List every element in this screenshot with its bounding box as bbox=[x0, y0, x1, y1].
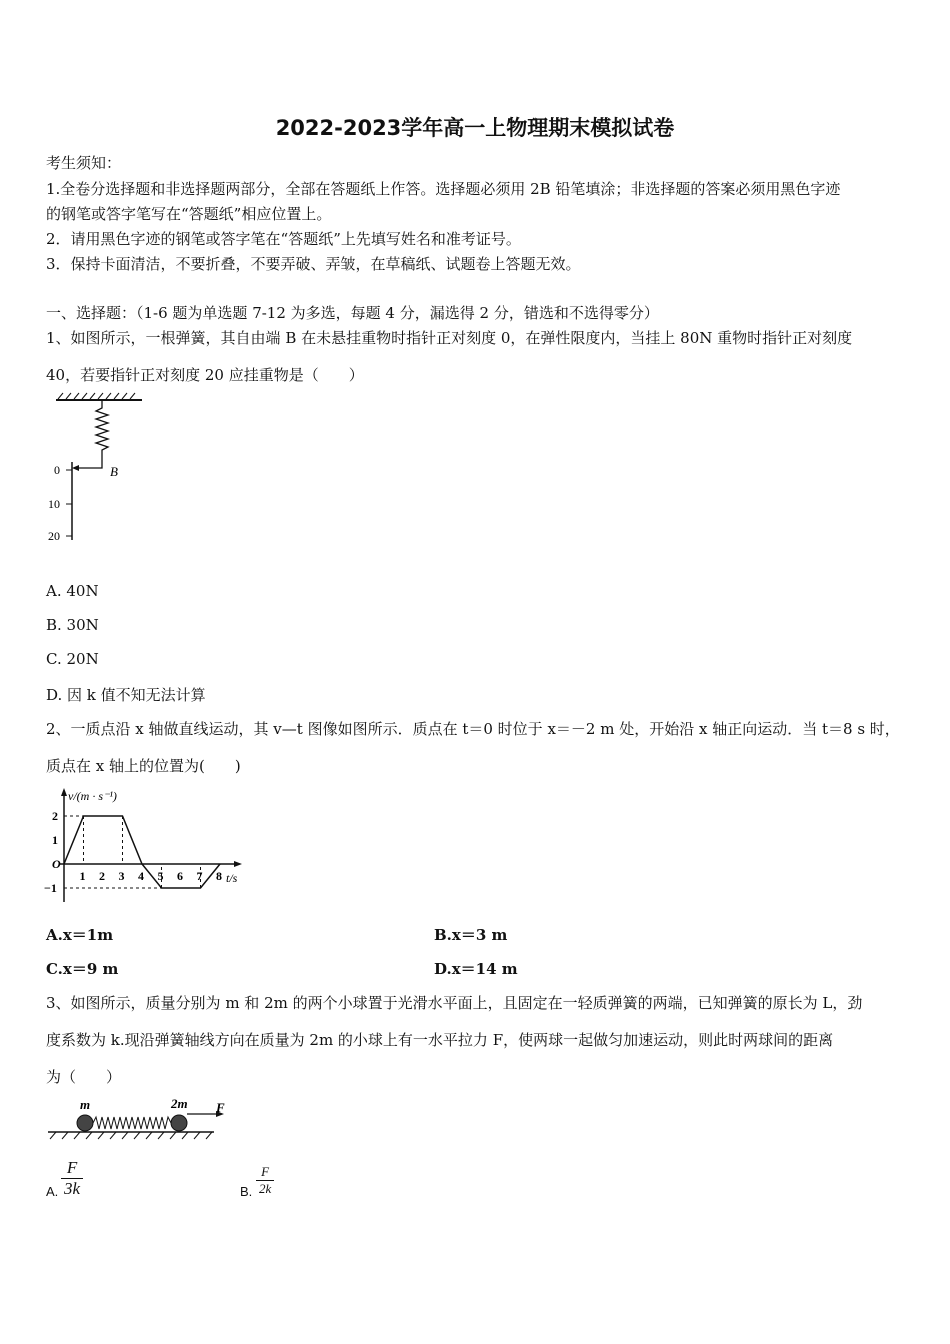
notice-heading: 考生须知： bbox=[46, 154, 122, 172]
q2-option-c: C.x＝9 m bbox=[46, 960, 119, 978]
vt-chart bbox=[40, 784, 255, 909]
notice-line-1a: 1.全卷分选择题和非选择题两部分，全部在答题纸上作答。选择题必须用 2B 铅笔填涂；非选择题的答案必须用黑色字迹 bbox=[46, 180, 841, 198]
fraction-b-numerator: F bbox=[256, 1164, 274, 1181]
fraction-a-denominator: 3k bbox=[64, 1179, 81, 1198]
section-heading: 一、选择题：（1-6 题为单选题 7-12 为多选，每题 4 分，漏选得 2 分，错选和不选得零分） bbox=[46, 304, 659, 322]
tick-label-20: 20 bbox=[48, 529, 60, 543]
q3-option-b-label: B. bbox=[240, 1184, 253, 1199]
tick-label-0: 0 bbox=[54, 463, 60, 477]
q1-option-d: D. 因 k 值不知无法计算 bbox=[46, 686, 206, 704]
ball-2m bbox=[171, 1115, 187, 1131]
spring-scale-figure bbox=[44, 392, 154, 552]
fraction-a-numerator: F bbox=[61, 1158, 83, 1179]
fraction-b-denominator: 2k bbox=[259, 1181, 272, 1196]
vt-ticks bbox=[44, 809, 222, 895]
ball-m bbox=[77, 1115, 93, 1131]
q3-option-a-fraction bbox=[61, 1158, 83, 1199]
label-f: F bbox=[216, 1100, 225, 1115]
x-axis-arrow bbox=[234, 861, 242, 867]
q2-stem-line-2: 质点在 x 轴上的位置为( ) bbox=[46, 757, 241, 775]
q1-option-c: C. 20N bbox=[46, 650, 99, 668]
x-axis-label: t/s bbox=[226, 871, 238, 885]
y-tick-label: 1 bbox=[52, 833, 58, 847]
x-tick-label: 1 bbox=[79, 869, 86, 883]
label-b: B bbox=[110, 464, 118, 479]
q1-option-b: B. 30N bbox=[46, 616, 99, 634]
q3-stem-line-2: 度系数为 k.现沿弹簧轴线方向在质量为 2m 的小球上有一水平拉力 F，使两球一起做匀加速运动，则此时两球间的距离 bbox=[46, 1031, 834, 1049]
x-tick-label: 4 bbox=[138, 869, 144, 883]
q1-stem-line-1: 1、如图所示，一根弹簧，其自由端 B 在未悬挂重物时指针正对刻度 0，在弹性限度内，当挂上 80N 重物时指针正对刻度 bbox=[46, 329, 853, 347]
y-tick-label: O bbox=[52, 857, 61, 871]
q3-stem-line-1: 3、如图所示，质量分别为 m 和 2m 的两个小球置于光滑水平面上，且固定在一轻质弹簧的两端，已知弹簧的原长为 L，劲 bbox=[46, 994, 863, 1012]
label-m: m bbox=[80, 1097, 91, 1112]
page-title: 2022-2023学年高一上物理期末模拟试卷 bbox=[275, 116, 675, 140]
notice-line-3: 3．保持卡面清洁，不要折叠，不要弄破、弄皱，在草稿纸、试题卷上答题无效。 bbox=[46, 255, 581, 273]
notice-line-2: 2．请用黑色字迹的钢笔或答字笔在“答题纸”上先填写姓名和准考证号。 bbox=[46, 230, 521, 248]
q3-option-b-fraction bbox=[256, 1164, 274, 1197]
ceiling-hatching bbox=[58, 393, 135, 399]
pointer-arrow bbox=[72, 465, 79, 471]
horizontal-spring bbox=[93, 1117, 171, 1129]
ground-hatching bbox=[50, 1132, 212, 1139]
notice-line-1b: 的钢笔或答字笔写在“答题纸”相应位置上。 bbox=[46, 205, 332, 223]
y-tick-label: 2 bbox=[52, 809, 58, 823]
q2-option-d: D.x＝14 m bbox=[434, 960, 518, 978]
q2-stem-line-1: 2、一质点沿 x 轴做直线运动，其 v—t 图像如图所示．质点在 t＝0 时位于 x＝－2 m 处，开始沿 x 轴正向运动．当 t＝8 s 时， bbox=[46, 720, 900, 738]
q2-option-a: A.x＝1m bbox=[46, 926, 114, 944]
label-2m: 2m bbox=[171, 1096, 188, 1111]
q1-option-a: A. 40N bbox=[46, 582, 99, 600]
x-tick-label: 6 bbox=[177, 869, 183, 883]
x-tick-label: 8 bbox=[216, 869, 222, 883]
y-tick-label: −1 bbox=[44, 881, 57, 895]
q3-option-a-label: A. bbox=[46, 1184, 59, 1199]
q3-stem-line-3: 为（ ） bbox=[46, 1068, 122, 1086]
q1-stem-line-2: 40，若要指针正对刻度 20 应挂重物是（ ） bbox=[46, 366, 364, 384]
spring-coil bbox=[78, 400, 108, 468]
tick-label-10: 10 bbox=[48, 497, 60, 511]
x-tick-label: 2 bbox=[99, 869, 105, 883]
y-axis-arrow bbox=[61, 788, 67, 796]
q2-option-b: B.x＝3 m bbox=[434, 926, 508, 944]
x-tick-label: 3 bbox=[118, 869, 125, 883]
y-axis-label: v/(m · s⁻¹) bbox=[68, 789, 117, 803]
x-tick-label: 7 bbox=[196, 869, 203, 883]
two-ball-spring-figure bbox=[44, 1094, 244, 1144]
x-tick-label: 5 bbox=[157, 869, 164, 883]
